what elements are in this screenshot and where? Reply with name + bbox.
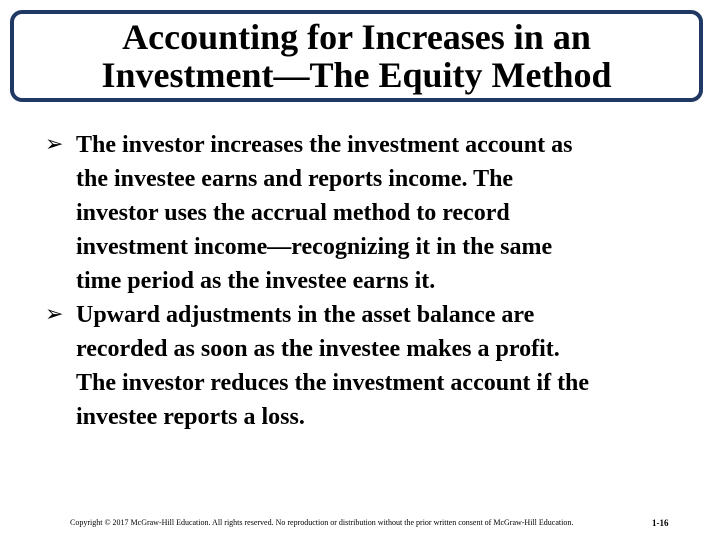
bullet-1-line-5: time period as the investee earns it. xyxy=(76,268,436,294)
slide-title-box xyxy=(10,10,703,102)
slide-title-line-2: Investment—The Equity Method xyxy=(101,55,612,95)
bullet-item-2 xyxy=(45,298,710,434)
bullet-list xyxy=(45,128,710,434)
bullet-1-line-2: the investee earns and reports income. The xyxy=(76,166,514,192)
bullet-1-line-4: investment income—recognizing it in the same xyxy=(76,234,553,260)
copyright-footer: Copyright © 2017 McGraw-Hill Education. All rights reserved. No reproduction or distribution without the prior written consent of McGraw-Hill Education. xyxy=(70,518,574,527)
page-number: 1-16 xyxy=(652,518,669,528)
arrow-bullet-icon: ➢ xyxy=(45,302,64,327)
arrow-bullet-icon: ➢ xyxy=(45,132,64,157)
bullet-1-line-1: The investor increases the investment account as xyxy=(76,132,573,158)
slide-title-line-1: Accounting for Increases in an xyxy=(122,17,591,57)
bullet-2-line-4: investee reports a loss. xyxy=(76,404,305,430)
bullet-1-line-3: investor uses the accrual method to record xyxy=(76,200,510,226)
bullet-2-line-1: Upward adjustments in the asset balance are xyxy=(76,302,535,328)
bullet-item-1 xyxy=(45,128,710,298)
bullet-2-line-3: The investor reduces the investment account if the xyxy=(76,370,590,396)
bullet-2-line-2: recorded as soon as the investee makes a profit. xyxy=(76,336,560,362)
